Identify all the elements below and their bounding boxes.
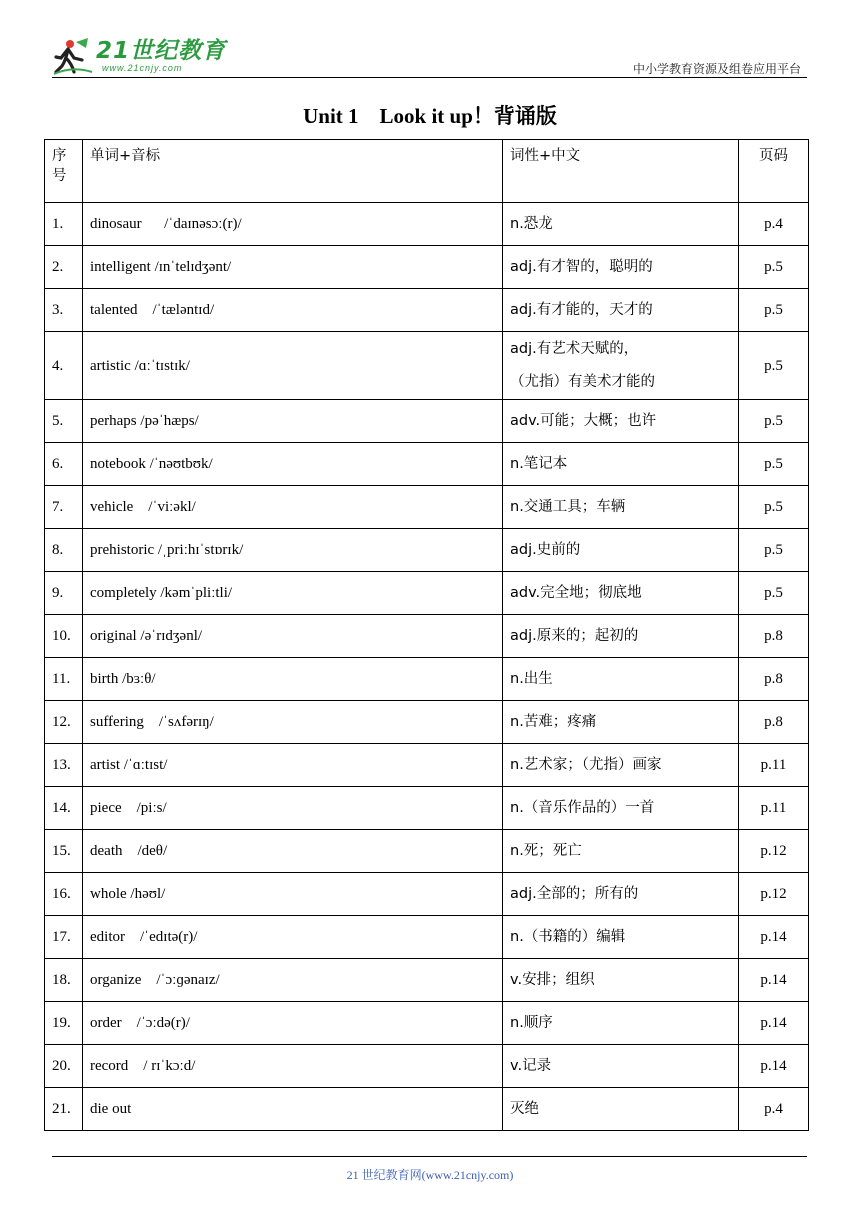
page-header	[52, 30, 807, 80]
word-meaning: n.死；死亡	[503, 830, 739, 873]
header-tagline: 中小学教育资源及组卷应用平台	[632, 62, 801, 76]
word-meaning: adj.原来的；起初的	[503, 615, 739, 658]
word-meaning: 灭绝	[503, 1088, 739, 1131]
row-number: 2.	[45, 246, 83, 289]
table-row	[45, 203, 809, 246]
row-number: 5.	[45, 400, 83, 443]
word-phonetic: artistic /ɑːˈtɪstɪk/	[83, 332, 503, 400]
page-number: p.5	[739, 443, 809, 486]
table-header-row	[45, 140, 809, 203]
word-phonetic: talented /ˈtæləntɪd/	[83, 289, 503, 332]
table-row	[45, 959, 809, 1002]
word-phonetic: perhaps /pəˈhæps/	[83, 400, 503, 443]
page-number: p.14	[739, 916, 809, 959]
word-meaning: adj.有才智的，聪明的	[503, 246, 739, 289]
word-phonetic: artist /ˈɑːtɪst/	[83, 744, 503, 787]
word-meaning: n.（音乐作品的）一首	[503, 787, 739, 830]
word-meaning: adj.全部的；所有的	[503, 873, 739, 916]
page-number: p.5	[739, 246, 809, 289]
meaning-line: adj.有艺术天赋的，	[510, 340, 639, 357]
row-number: 19.	[45, 1002, 83, 1045]
table-row	[45, 701, 809, 744]
word-meaning: v.安排；组织	[503, 959, 739, 1002]
table-row	[45, 916, 809, 959]
page-number: p.4	[739, 203, 809, 246]
page-number: p.5	[739, 486, 809, 529]
table-row	[45, 443, 809, 486]
word-meaning: n.（书籍的）编辑	[503, 916, 739, 959]
row-number: 6.	[45, 443, 83, 486]
row-number: 12.	[45, 701, 83, 744]
word-meaning: adj.史前的	[503, 529, 739, 572]
row-number: 7.	[45, 486, 83, 529]
runner-logo-icon	[52, 36, 94, 76]
page-number: p.4	[739, 1088, 809, 1131]
column-header-page: 页码	[739, 140, 809, 203]
table-row	[45, 615, 809, 658]
word-meaning: n.艺术家；（尤指）画家	[503, 744, 739, 787]
page-number: p.5	[739, 289, 809, 332]
word-meaning: n.笔记本	[503, 443, 739, 486]
page-number: p.8	[739, 658, 809, 701]
page-number: p.5	[739, 332, 809, 400]
logo	[52, 34, 226, 78]
row-number: 4.	[45, 332, 83, 400]
column-header-meaning: 词性+中文	[503, 140, 739, 203]
table-row	[45, 486, 809, 529]
word-phonetic: whole /həʊl/	[83, 873, 503, 916]
page-number: p.12	[739, 830, 809, 873]
row-number: 13.	[45, 744, 83, 787]
page-number: p.14	[739, 959, 809, 1002]
word-phonetic: record / rɪˈkɔːd/	[83, 1045, 503, 1088]
row-number: 14.	[45, 787, 83, 830]
page-footer: 21 世纪教育网(www.21cnjy.com)	[346, 1168, 514, 1182]
word-phonetic: piece /piːs/	[83, 787, 503, 830]
table-row	[45, 1088, 809, 1131]
vocabulary-table	[44, 139, 809, 1131]
table-row	[45, 1002, 809, 1045]
page-number: p.5	[739, 572, 809, 615]
table-row	[45, 529, 809, 572]
page-number: p.11	[739, 744, 809, 787]
row-number: 8.	[45, 529, 83, 572]
table-row	[45, 830, 809, 873]
word-phonetic: prehistoric /ˌpriːhɪˈstɒrɪk/	[83, 529, 503, 572]
word-meaning: v.记录	[503, 1045, 739, 1088]
meaning-line: （尤指）有美术才能的	[510, 373, 655, 390]
table-row	[45, 787, 809, 830]
page-number: p.8	[739, 701, 809, 744]
page-title: Unit 1 Look it up！背诵版	[303, 104, 557, 128]
page-number: p.12	[739, 873, 809, 916]
logo-text: 21世纪教育	[96, 38, 227, 64]
word-phonetic: intelligent /ɪnˈtelɪdʒənt/	[83, 246, 503, 289]
page-number: p.14	[739, 1045, 809, 1088]
column-header-word: 单词+音标	[83, 140, 503, 203]
word-meaning: n.交通工具；车辆	[503, 486, 739, 529]
page-number: p.5	[739, 529, 809, 572]
table-row	[45, 744, 809, 787]
row-number: 16.	[45, 873, 83, 916]
table-row	[45, 873, 809, 916]
row-number: 1.	[45, 203, 83, 246]
page-number: p.5	[739, 400, 809, 443]
column-header-number: 序号	[45, 140, 83, 203]
table-row	[45, 332, 809, 400]
word-phonetic: completely /kəmˈpliːtli/	[83, 572, 503, 615]
word-phonetic: suffering /ˈsʌfərɪŋ/	[83, 701, 503, 744]
word-meaning: adj.有才能的，天才的	[503, 289, 739, 332]
table-row	[45, 658, 809, 701]
word-phonetic: organize /ˈɔːɡənaɪz/	[83, 959, 503, 1002]
table-row	[45, 400, 809, 443]
table-row	[45, 246, 809, 289]
table-row	[45, 572, 809, 615]
word-phonetic: death /deθ/	[83, 830, 503, 873]
word-meaning: adv.完全地；彻底地	[503, 572, 739, 615]
word-phonetic: editor /ˈedɪtə(r)/	[83, 916, 503, 959]
word-phonetic: original /əˈrɪdʒənl/	[83, 615, 503, 658]
header-divider	[52, 77, 807, 78]
table-row	[45, 289, 809, 332]
row-number: 9.	[45, 572, 83, 615]
word-meaning: n.苦难；疼痛	[503, 701, 739, 744]
footer-divider	[52, 1156, 807, 1157]
word-phonetic: die out	[83, 1088, 503, 1131]
word-meaning: n.恐龙	[503, 203, 739, 246]
word-phonetic: dinosaur /ˈdaɪnəsɔː(r)/	[83, 203, 503, 246]
word-phonetic: birth /bɜːθ/	[83, 658, 503, 701]
word-phonetic: order /ˈɔːdə(r)/	[83, 1002, 503, 1045]
row-number: 10.	[45, 615, 83, 658]
logo-url: www.21cnjy.com	[102, 63, 183, 73]
row-number: 11.	[45, 658, 83, 701]
word-meaning: n.顺序	[503, 1002, 739, 1045]
page-number: p.8	[739, 615, 809, 658]
word-phonetic: notebook /ˈnəʊtbʊk/	[83, 443, 503, 486]
word-meaning: adv.可能；大概；也许	[503, 400, 739, 443]
row-number: 18.	[45, 959, 83, 1002]
word-meaning: n.出生	[503, 658, 739, 701]
row-number: 21.	[45, 1088, 83, 1131]
word-meaning	[503, 332, 739, 400]
page-number: p.14	[739, 1002, 809, 1045]
table-row	[45, 1045, 809, 1088]
row-number: 20.	[45, 1045, 83, 1088]
page-number: p.11	[739, 787, 809, 830]
row-number: 17.	[45, 916, 83, 959]
row-number: 3.	[45, 289, 83, 332]
row-number: 15.	[45, 830, 83, 873]
word-phonetic: vehicle /ˈviːəkl/	[83, 486, 503, 529]
